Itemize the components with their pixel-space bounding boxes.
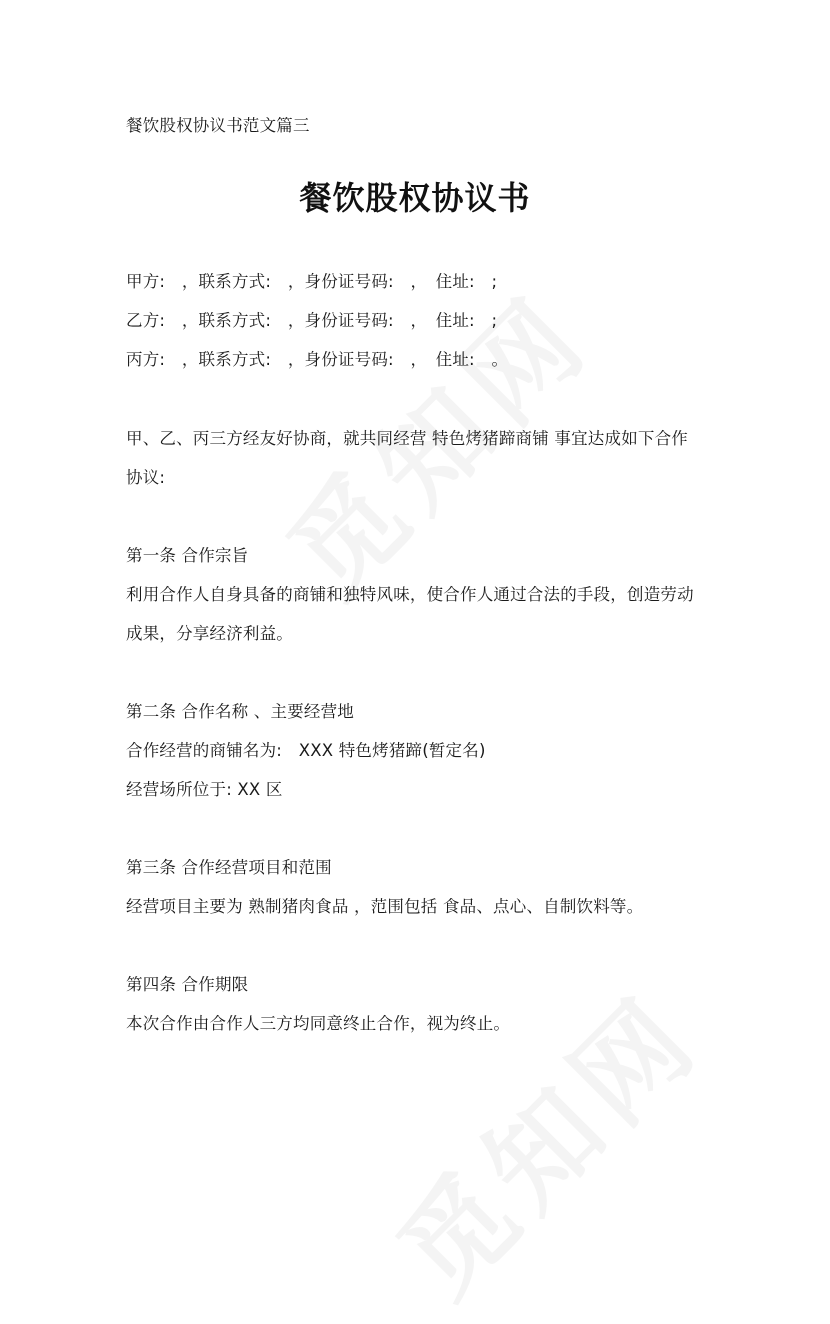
party-c-line: 丙方: ，联系方式: ，身份证号码: ， 住址: 。 [126,350,509,369]
article-4-line: 本次合作由合作人三方均同意终止合作，视为终止。 [126,1014,511,1033]
article-2-line: 合作经营的商铺名为: XXX 特色烤猪蹄(暂定名) [126,741,486,760]
article-2-heading: 第二条 合作名称 、主要经营地 [126,702,354,721]
party-b-line: 乙方: ，联系方式: ，身份证号码: ， 住址: ; [126,311,498,330]
article-3-line: 经营项目主要为 熟制猪肉食品 ，范围包括 食品、点心、自制饮料等。 [126,897,644,916]
article-4-heading: 第四条 合作期限 [126,975,249,994]
article-2-line: 经营场所位于: XX 区 [126,780,283,799]
article-1-heading: 第一条 合作宗旨 [126,546,249,565]
header-label: 餐饮股权协议书范文篇三 [126,116,310,135]
intro-line: 甲、乙、丙三方经友好协商，就共同经营 特色烤猪蹄商铺 事宜达成如下合作 [126,429,688,448]
party-a-line: 甲方: ，联系方式: ，身份证号码: ， 住址: ; [126,272,498,291]
intro-line: 协议: [126,468,166,487]
article-1-line: 利用合作人自身具备的商铺和独特风味，使合作人通过合法的手段，创造劳动 [126,585,694,604]
document-title: 餐饮股权协议书 [299,179,531,217]
article-3-heading: 第三条 合作经营项目和范围 [126,858,332,877]
watermark [358,954,729,1324]
article-1-line: 成果，分享经济利益。 [126,624,293,643]
